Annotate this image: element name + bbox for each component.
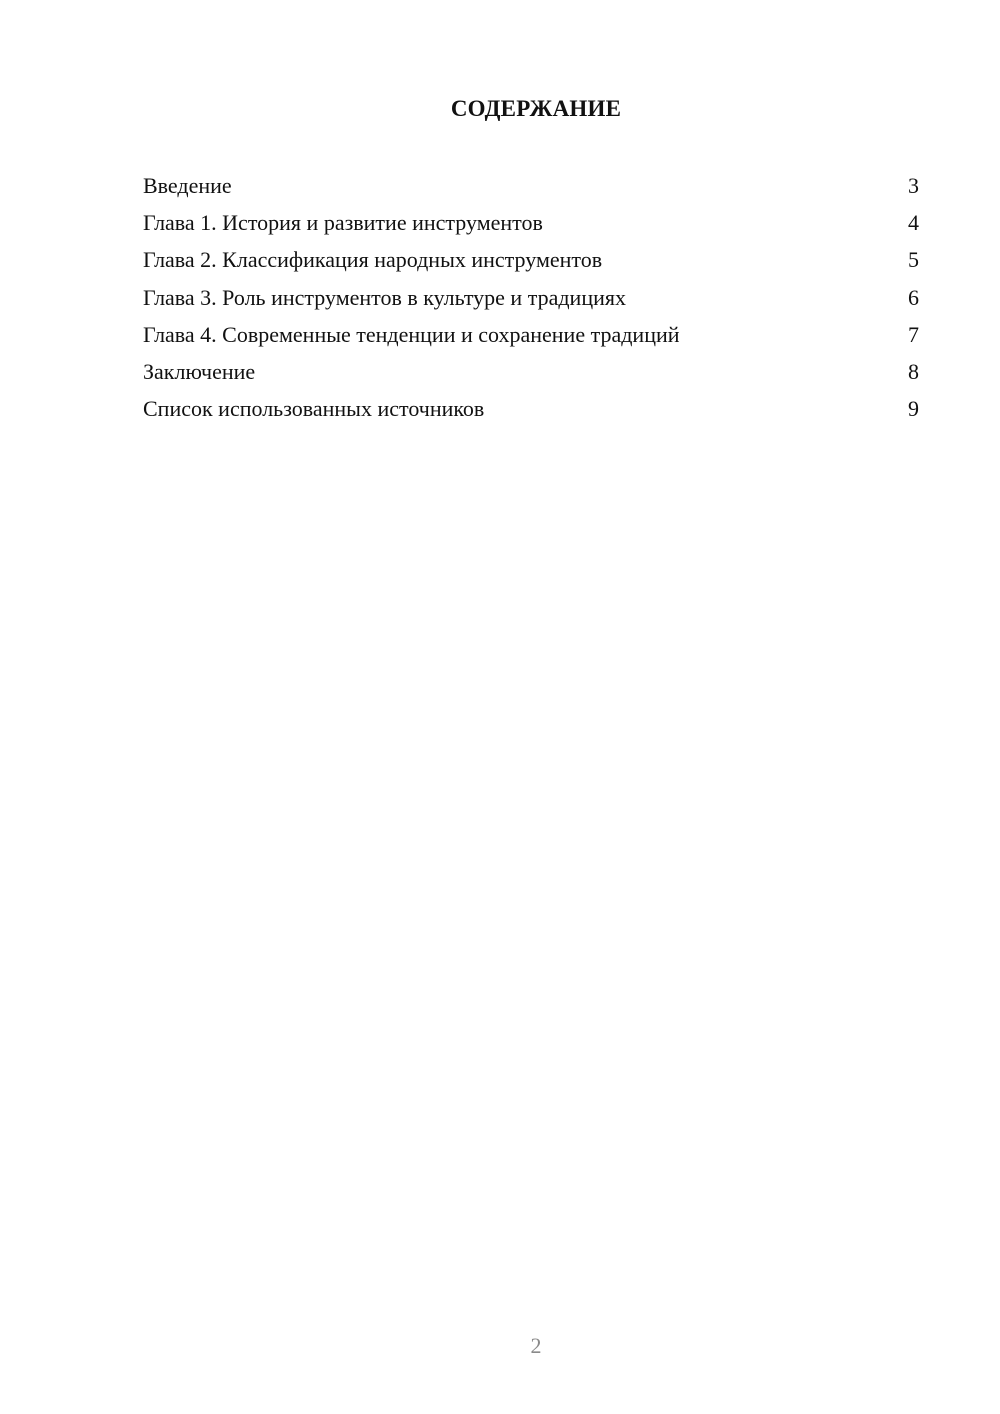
toc-item-introduction[interactable] bbox=[143, 167, 919, 204]
toc-item-label: Глава 1. История и развитие инструментов bbox=[143, 210, 543, 236]
toc-item-label: Глава 2. Классификация народных инструментов bbox=[143, 247, 603, 273]
toc-item-chapter-1[interactable] bbox=[143, 204, 919, 241]
toc-item-label: Введение bbox=[143, 173, 232, 198]
toc-item-page: 4 bbox=[908, 210, 919, 236]
toc-item-label: Глава 4. Современные тенденции и сохранение традиций bbox=[143, 321, 680, 347]
toc-item-page: 6 bbox=[908, 284, 919, 310]
toc-item-references[interactable] bbox=[143, 390, 919, 427]
page-number: 2 bbox=[530, 1333, 542, 1358]
toc-title: СОДЕРЖАНИЕ bbox=[450, 96, 622, 121]
toc-item-conclusion[interactable] bbox=[143, 353, 919, 390]
toc-item-page: 3 bbox=[908, 173, 919, 198]
toc-item-page: 5 bbox=[908, 247, 919, 273]
table-of-contents bbox=[143, 167, 919, 427]
toc-item-chapter-3[interactable] bbox=[143, 279, 919, 316]
toc-item-page: 8 bbox=[908, 358, 919, 384]
toc-item-chapter-2[interactable] bbox=[143, 241, 919, 278]
toc-item-page: 7 bbox=[908, 321, 919, 347]
toc-item-page: 9 bbox=[908, 396, 919, 422]
toc-item-chapter-4[interactable] bbox=[143, 316, 919, 353]
toc-item-label: Заключение bbox=[143, 358, 256, 384]
toc-item-label: Глава 3. Роль инструментов в культуре и традициях bbox=[143, 284, 626, 310]
toc-item-label: Список использованных источников bbox=[143, 396, 485, 422]
